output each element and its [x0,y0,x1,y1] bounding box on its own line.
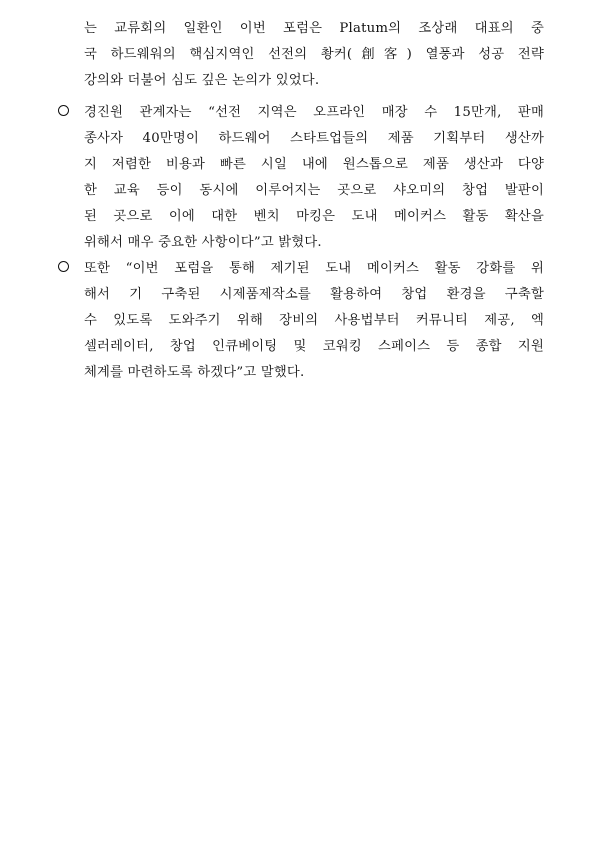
paragraph-line: 종사자 40만명이 하드웨어 스타트업들의 제품 기획부터 생산까 [84,131,544,146]
paragraph-line: 셀러레이터, 창업 인큐베이팅 및 코워킹 스페이스 등 종합 지원 [84,339,544,354]
paragraph-line: 강의와 더불어 심도 깊은 논의가 있었다. [84,73,320,88]
bullet-text [84,256,544,386]
circle-bullet-icon [58,261,69,272]
paragraph-line: 된 곳으로 이에 대한 벤치 마킹은 도내 메이커스 활동 확산을 [84,209,544,224]
continuation-paragraph [84,16,544,94]
paragraph-line: 한 교육 등이 동시에 이루어지는 곳으로 샤오미의 창업 발판이 [84,183,544,198]
paragraph-line: 는 교류회의 일환인 이번 포럼은 Platum의 조상래 대표의 중 [84,21,544,36]
bullet-text [84,100,544,256]
circle-bullet-icon [58,105,69,116]
paragraph-line: 경진원 관계자는 “선전 지역은 오프라인 매장 수 15만개, 판매 [84,105,544,120]
paragraph-line: 지 저렴한 비용과 빠른 시일 내에 원스톱으로 제품 생산과 다양 [84,157,544,172]
paragraph-line: 위해서 매우 중요한 사항이다”고 밝혔다. [84,235,322,250]
paragraph-line: 체계를 마련하도록 하겠다”고 말했다. [84,365,305,380]
paragraph-line: 또한 “이번 포럼을 통해 제기된 도내 메이커스 활동 강화를 위 [84,261,544,276]
paragraph-line: 해서 기 구축된 시제품제작소를 활용하여 창업 환경을 구축할 [84,287,544,302]
paragraph-line: 국 하드웨워의 핵심지역인 선전의 촹커(創客) 열풍과 성공 전략 [84,47,544,62]
paragraph-line: 수 있도록 도와주기 위해 장비의 사용법부터 커뮤니티 제공, 엑 [84,313,544,328]
